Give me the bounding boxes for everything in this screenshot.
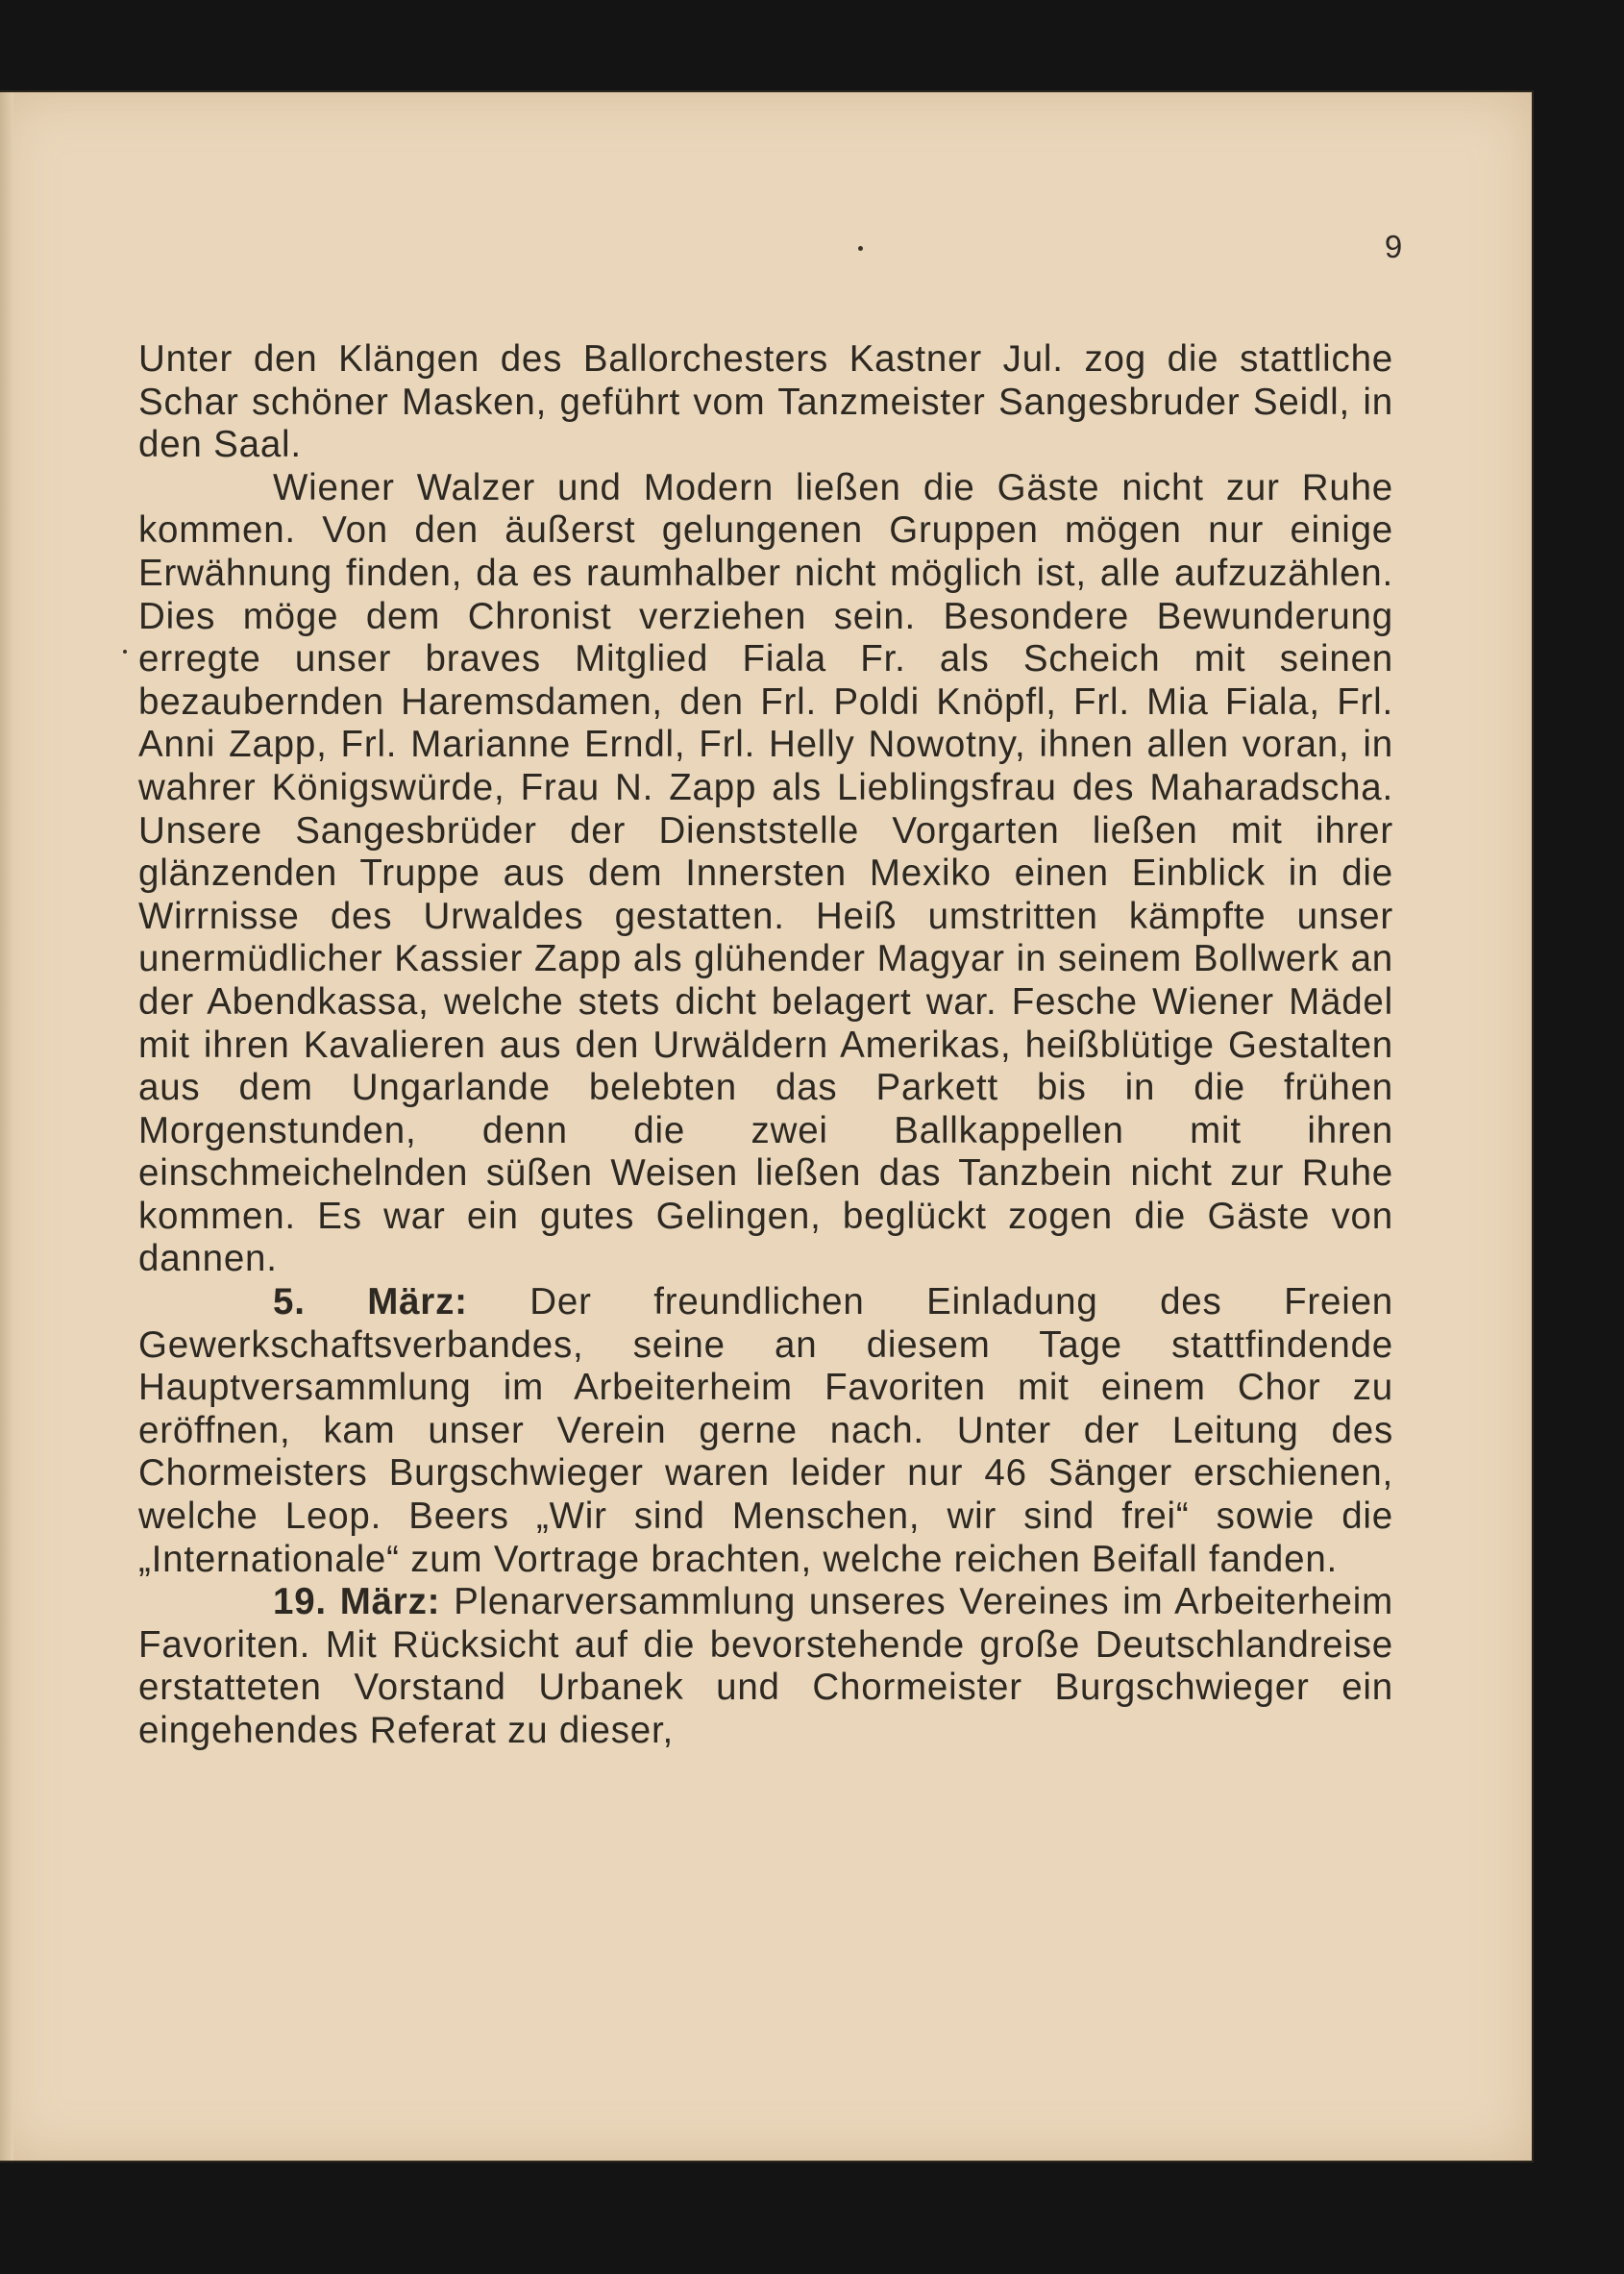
- book-page: [0, 92, 1532, 2161]
- body-text: [138, 338, 1393, 1753]
- paragraph-march-19: [138, 1581, 1393, 1752]
- page-number: 9: [1384, 229, 1403, 264]
- paragraph-text: Plenarversammlung unseres Vereines im Arbeiterheim Favoriten. Mit Rücksicht auf die bevorstehende große Deutschlandreise erstatteten Vorstand Urbanek und Chormeister Burgschwieger ein eingehendes Referat zu dieser,: [138, 1581, 1393, 1751]
- paragraph-text: Unter den Klängen des Ballorchesters Kastner Jul. zog die stattliche Schar schöner Masken, geführt vom Tanzmeister Sangesbruder Seidl, in den Saal.: [138, 338, 1393, 466]
- paragraph-masquerade-details: [138, 467, 1393, 1281]
- entry-date: 19. März:: [273, 1581, 441, 1623]
- entry-date: 5. März:: [273, 1281, 468, 1323]
- paragraph-masquerade-intro: [138, 338, 1393, 467]
- paragraph-text: Der freundlichen Einladung des Freien Gewerkschaftsverbandes, seine an diesem Tage stattfindende Hauptversammlung im Arbeiterheim Favoriten mit einem Chor zu eröffnen, kam unser Verein gerne nach. Unter der Leitung des Chormeisters Burgschwieger waren leider nur 46 Sänger erschienen, welche Leop. Beers „Wir sind Menschen, wir sind frei“ sowie die „Internationale“ zum Vortrage brachten, welche reichen Beifall fanden.: [138, 1281, 1393, 1580]
- print-speck: [123, 650, 127, 654]
- page-spine-edge: [0, 92, 13, 2161]
- paragraph-march-5: [138, 1281, 1393, 1581]
- paragraph-text: Wiener Walzer und Modern ließen die Gäste nicht zur Ruhe kommen. Von den äußerst gelungenen Gruppen mögen nur einige Erwähnung finden, da es raumhalber nicht möglich ist, alle aufzuzählen. Dies möge dem Chronist verziehen sein. Besondere Bewunderung erregte unser braves Mitglied Fiala Fr. als Scheich mit seinen bezaubernden Haremsdamen, den Frl. Poldi Knöpfl, Frl. Mia Fiala, Frl. Anni Zapp, Frl. Marianne Erndl, Frl. Helly Nowotny, ihnen allen voran, in wahrer Königswürde, Frau N. Zapp als Lieblingsfrau des Maharadscha. Unsere Sangesbrüder der Dienststelle Vorgarten ließen mit ihrer glänzenden Truppe aus dem Innersten Mexiko einen Einblick in die Wirrnisse des Urwaldes gestatten. Heiß umstritten kämpfte unser unermüdlicher Kassier Zapp als glühender Magyar in seinem Bollwerk an der Abendkassa, welche stets dicht belagert war. Fesche Wiener Mädel mit ihren Kavalieren aus den Urwäldern Amerikas, heißblütige Gestalten aus dem Ungarlande belebten das Parkett bis in die frühen Morgenstunden, denn die zwei Ballkappellen mit ihren einschmeichelnden süßen Weisen ließen das Tanzbein nicht zur Ruhe kommen. Es war ein gutes Gelingen, beglückt zogen die Gäste von dannen.: [138, 466, 1393, 1280]
- print-speck: [858, 246, 863, 251]
